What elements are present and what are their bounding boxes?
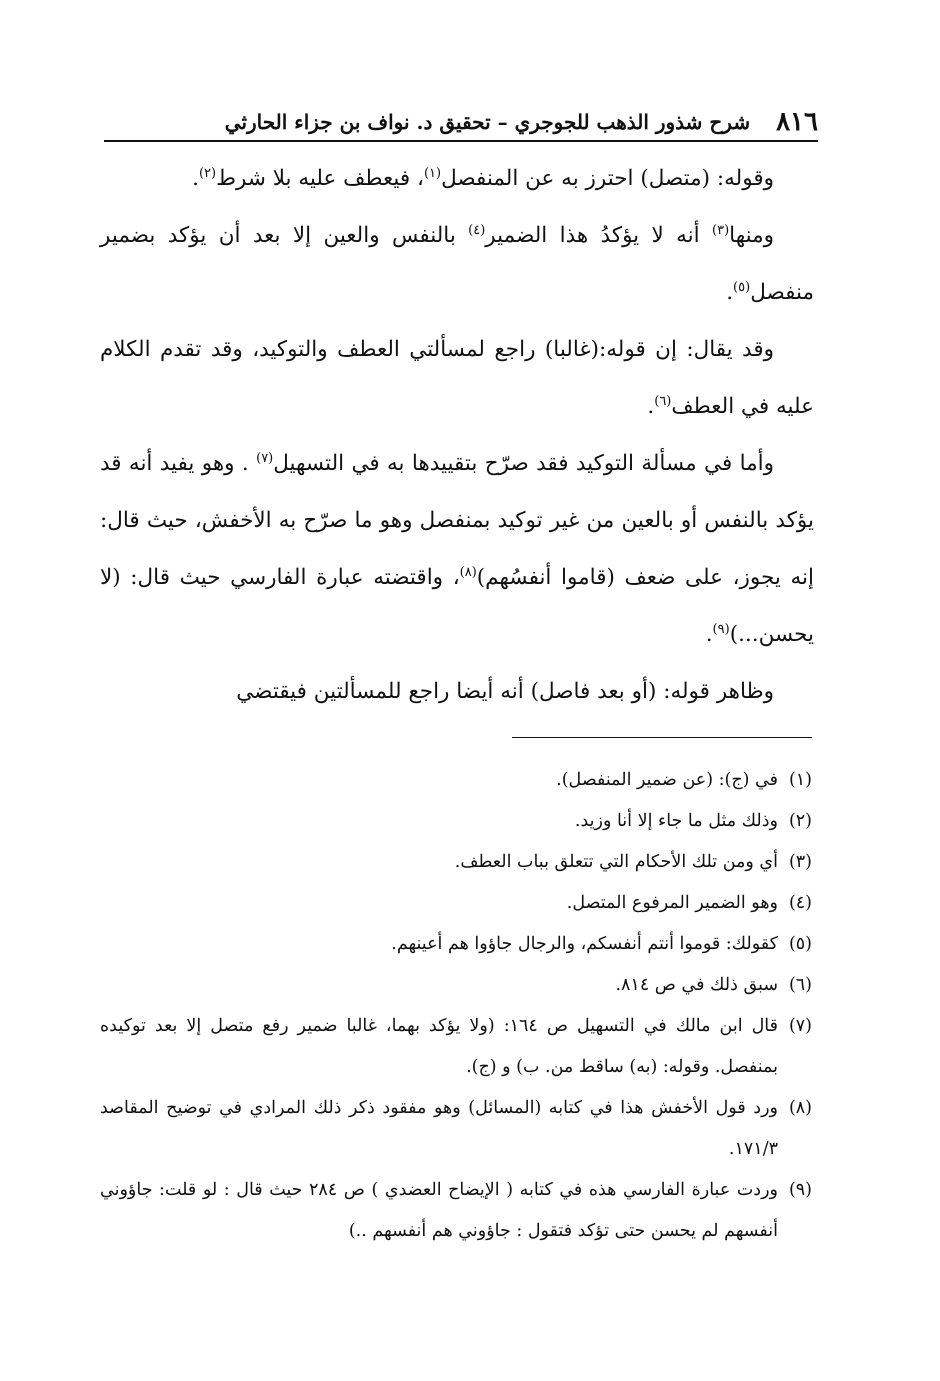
footnote-ref-3[interactable]: (٣) <box>712 222 730 238</box>
main-text <box>100 150 814 720</box>
footnote-text: سبق ذلك في ص ٨١٤. <box>615 975 778 995</box>
footnote-7 <box>100 1006 812 1088</box>
footnote-number: (١) <box>788 770 812 790</box>
paragraph-5: وظاهر قوله: (أو بعد فاصل) أنه أيضا راجع للمسألتين فيقتضي <box>236 679 774 704</box>
footnote-ref-4[interactable]: (٤) <box>468 222 486 238</box>
footnote-ref-8[interactable]: (٨) <box>459 564 477 580</box>
footnote-3 <box>100 842 812 883</box>
page-number: ٨١٦ <box>776 107 818 137</box>
footnote-1 <box>100 760 812 801</box>
footnote-text: وردت عبارة الفارسي هذه في كتابه ( الإيضاح العضدي ) ص ٢٨٤ حيث قال : لو قلت: جاؤوني أنفسهم لم يحسن حتى تؤكد فتقول : جاؤوني هم أنفسهم ..) <box>100 1180 778 1241</box>
footnote-number: (٣) <box>788 852 812 872</box>
footnote-text: ورد قول الأخفش هذا في كتابه (المسائل) وهو مفقود ذكر ذلك المرادي في توضيح المقاصد ١٧١/٣. <box>100 1098 778 1159</box>
footnote-9 <box>100 1170 812 1252</box>
paragraph-1: وقوله: (متصل) احترز به عن المنفصل$^{(١)}$، فيعطف عليه بلا شرط$^{(٢)}$. <box>192 165 774 191</box>
footnote-ref-7[interactable]: (٧) <box>256 450 274 466</box>
footnote-number: (٧) <box>788 1016 812 1036</box>
page-header <box>104 104 818 142</box>
footnote-4 <box>100 883 812 924</box>
paragraph-4: وأما في مسألة التوكيد فقد صرّح بتقييدها به في التسهيل$^{(٧)}$ . وهو يفيد أنه قد يؤكد بالنفس أو بالعين من غير توكيد بمنفصل وهو ما صرّح به الأخفش، حيث قال: إنه يجوز، على ضعف (قاموا أنفسُهم)$^{(٨)}$، واقتضته عبارة الفارسي حيث قال: (لا يحسن...)$^{(٩)}$. <box>100 450 814 647</box>
footnote-5 <box>100 924 812 965</box>
footnote-ref-6[interactable]: (٦) <box>654 393 672 409</box>
footnote-text: كقولك: قوموا أنتم أنفسكم، والرجال جاؤوا هم أعينهم. <box>391 934 778 954</box>
footnote-text: قال ابن مالك في التسهيل ص ١٦٤: (ولا يؤكد بهما، غالبا ضمير رفع متصل إلا بعد توكيده بمنفصل. وقوله: (به) ساقط من. ب) و (ج). <box>100 1016 778 1077</box>
footnote-separator <box>512 737 812 738</box>
footnote-ref-5[interactable]: (٥) <box>733 279 751 295</box>
footnote-number: (٩) <box>788 1180 812 1200</box>
footnote-ref-2[interactable]: (٢) <box>198 165 217 181</box>
footnote-text: وذلك مثل ما جاء إلا أنا وزيد. <box>574 811 778 831</box>
footnote-text: في (ج): (عن ضمير المنفصل). <box>556 770 778 790</box>
footnote-number: (٤) <box>788 893 812 913</box>
footnote-6 <box>100 965 812 1006</box>
running-title: شرح شذور الذهب للجوجري – تحقيق د. نواف بن جزاء الحارثي <box>224 110 751 134</box>
footnotes <box>100 760 812 1252</box>
paragraph-2: ومنها$^{(٣)}$ أنه لا يؤكدُ هذا الضمير$^{(٤)}$ بالنفس والعين إلا بعد أن يؤكد بضمير منفصل$^{(٥)}$. <box>100 222 814 305</box>
footnote-text: أي ومن تلك الأحكام التي تتعلق بباب العطف. <box>454 852 778 872</box>
footnote-ref-9[interactable]: (٩) <box>712 621 730 637</box>
footnote-8 <box>100 1088 812 1170</box>
footnote-number: (٦) <box>788 975 812 995</box>
footnote-number: (٢) <box>788 811 812 831</box>
footnote-ref-1[interactable]: (١) <box>423 165 442 181</box>
footnote-2 <box>100 801 812 842</box>
footnote-number: (٨) <box>788 1098 812 1118</box>
paragraph-3: وقد يقال: إن قوله:(غالبا) راجع لمسألتي العطف والتوكيد، وقد تقدم الكلام عليه في العطف$^{(٦)}$. <box>100 337 814 419</box>
footnote-number: (٥) <box>788 934 812 954</box>
footnote-text: وهو الضمير المرفوع المتصل. <box>566 893 778 913</box>
